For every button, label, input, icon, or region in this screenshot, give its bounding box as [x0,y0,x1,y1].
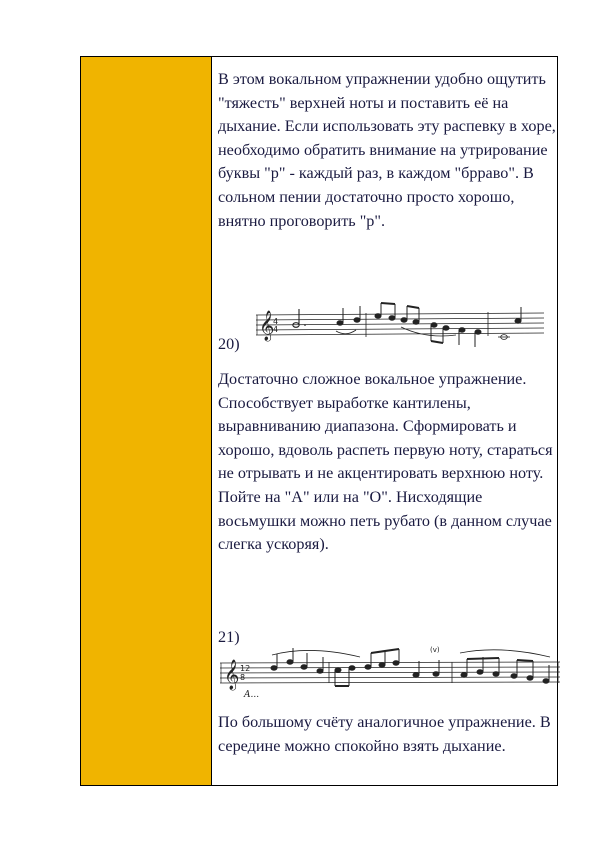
exercise-number-20: 20) [218,335,240,353]
paragraph-intro: В этом вокальном упражнении удобно ощутить "тяжесть" верхней ноты и поставить её на дыхание. Если использовать эту распевку в хоре, необходимо обратить внимание на утрирование буквы "р" - каждый раз, в каждом "брраво". В сольном пении достаточно просто хорошо, внятно проговорить "р". [218,70,556,230]
paragraph-exercise-20: Достаточно сложное вокальное упражнение. Способствует выработке кантилены, выравниванию диапазона. Сформировать и хорошо, вдоволь распеть первую ноту, стараться не отрывать и не акцентировать верхнюю ноту. Пойте на "А" или на "О". Нисходящие восьмушки можно петь рубато (в данном случае слегка ускоряя). [218,370,553,554]
svg-text:8: 8 [240,673,246,682]
svg-text:4: 4 [273,325,279,334]
treble-clef-icon: 𝄞 [224,660,240,690]
exercise-number-21: 21) [218,628,240,646]
music-staff-exercise-20 [256,297,546,353]
text-column [212,57,557,785]
svg-text:(v): (v) [430,646,440,654]
accent-column [81,57,212,785]
svg-text:A...: A... [244,690,260,700]
music-staff-exercise-21 [220,643,560,701]
svg-text:12: 12 [240,664,251,673]
paragraph-exercise-21: По большому счёту аналогичное упражнение. В середине можно спокойно взять дыхание. [218,713,551,755]
svg-text:4: 4 [273,317,279,326]
treble-clef-icon: 𝄞 [259,311,275,341]
content-table [80,56,558,786]
